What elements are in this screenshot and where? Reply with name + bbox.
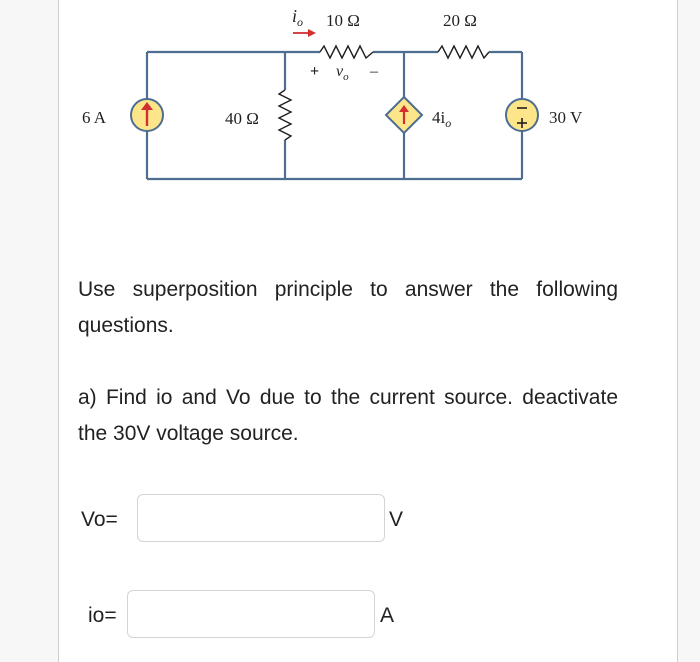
io-label: [292, 6, 303, 29]
question-part-a: a) Find io and Vo due to the current source. deactivate the 30V voltage source.: [78, 386, 618, 445]
r3-label: 20 Ω: [443, 11, 477, 30]
dependent-source-label: [432, 108, 451, 130]
resistor-40ohm: [279, 90, 291, 140]
vo-unit-label: V: [389, 508, 404, 531]
circuit-diagram: [0, 0, 700, 200]
vo-plus-label: +: [310, 63, 320, 80]
vo-minus-label: –: [370, 63, 378, 80]
dependent-source-label-text: 4i: [432, 108, 446, 127]
dependent-source-label-sub: o: [445, 116, 452, 130]
r1-label: 40 Ω: [225, 109, 259, 128]
io-answer-input[interactable]: [127, 590, 375, 638]
vo-label-text: v: [336, 63, 344, 80]
r2-label: 10 Ω: [326, 11, 360, 30]
vo-label: [336, 63, 349, 83]
circuit-wires: [147, 52, 522, 179]
vo-answer-input[interactable]: [137, 494, 385, 542]
voltage-source-label: 30 V: [549, 108, 583, 127]
vo-field-label: Vo=: [81, 508, 118, 531]
io-arrowhead-icon: [308, 29, 316, 37]
io-label-sub: o: [297, 15, 304, 29]
question-intro: Use superposition principle to answer the following questions.: [78, 278, 618, 337]
current-source-label: 6 A: [82, 108, 107, 127]
resistor-20ohm: [438, 46, 489, 58]
io-label-text: i: [292, 6, 298, 26]
io-field-label: io=: [88, 604, 117, 627]
vo-label-sub: o: [343, 71, 349, 83]
resistor-10ohm: [320, 46, 373, 58]
io-unit-label: A: [380, 604, 395, 627]
